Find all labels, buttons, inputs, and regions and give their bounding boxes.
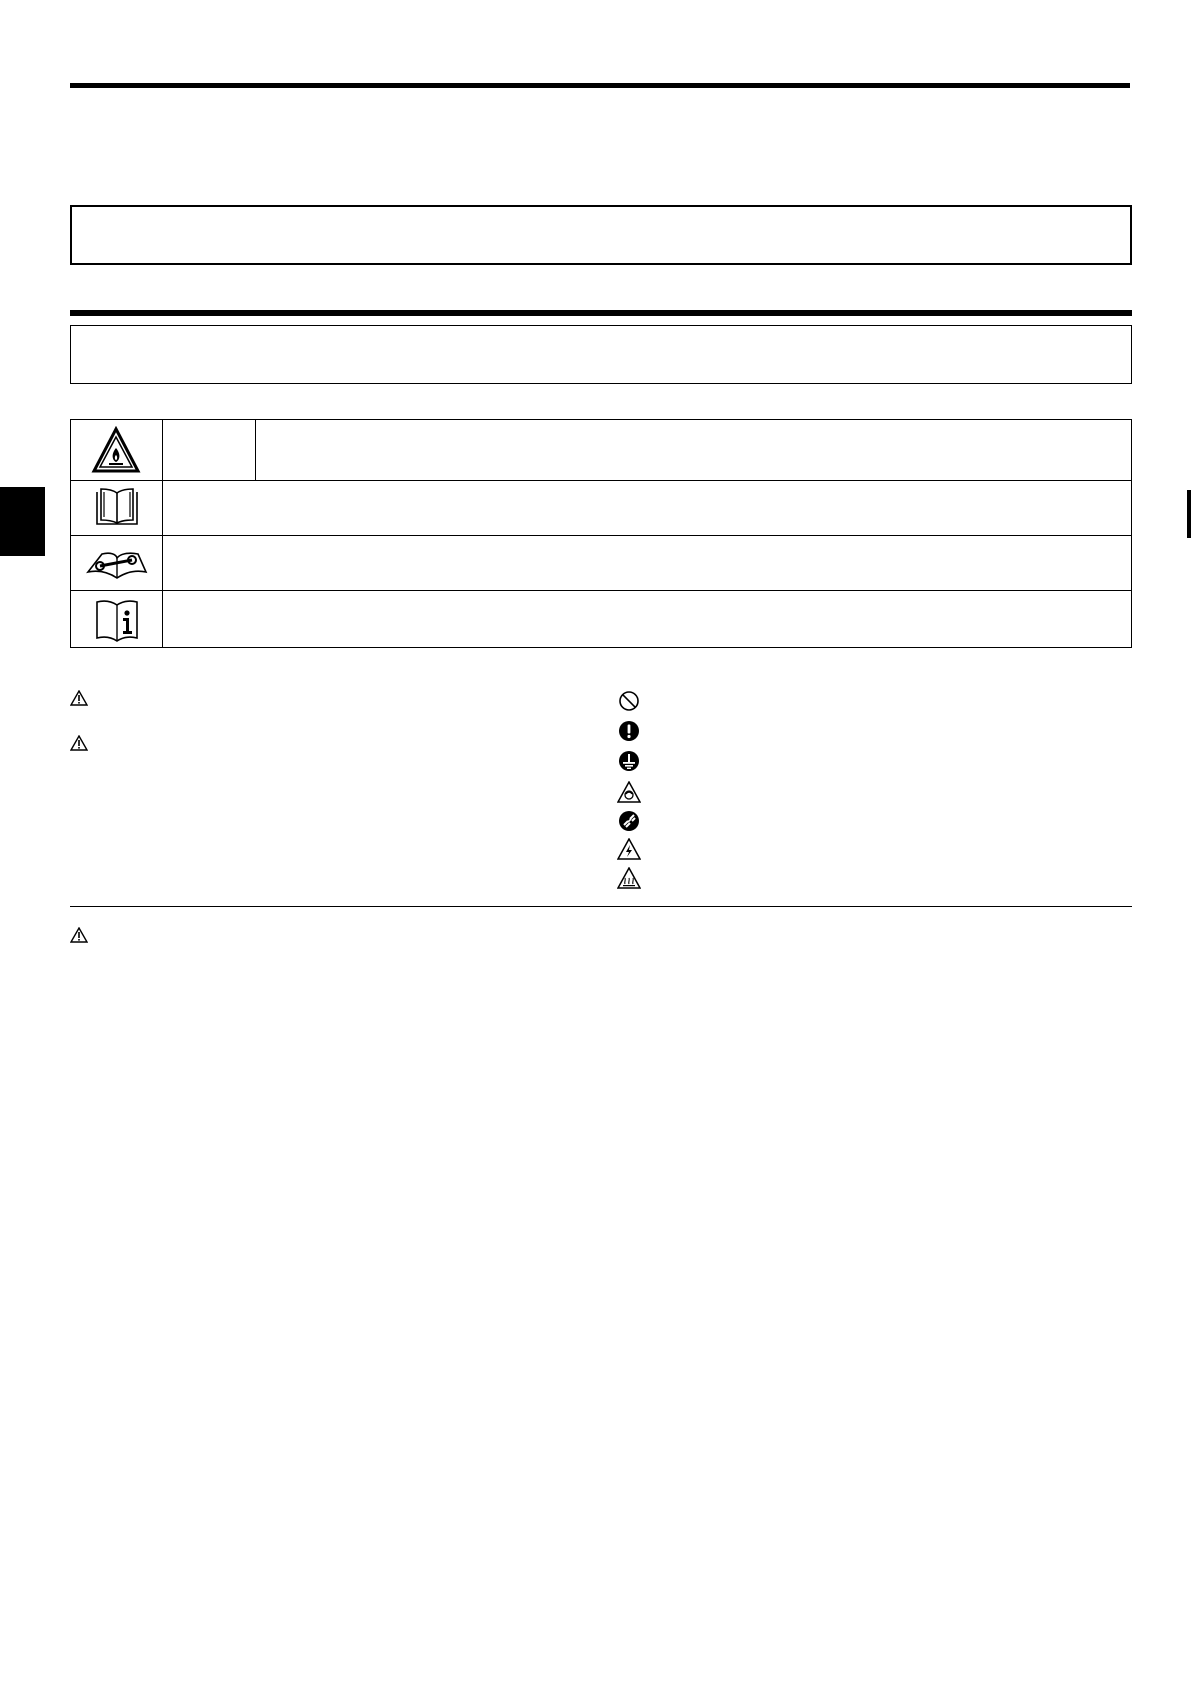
- mandatory-instruction-icon: [618, 720, 640, 742]
- operation-manual-icon: [93, 486, 141, 530]
- table-row-divider: [71, 480, 1131, 481]
- rotating-fan-hazard-icon: [617, 781, 641, 803]
- symbol-table: [70, 419, 1132, 648]
- service-manual-icon: [86, 546, 148, 582]
- electric-shock-icon: [617, 838, 641, 860]
- flammable-material-icon: [91, 426, 141, 474]
- table-row-divider: [71, 590, 1131, 591]
- language-tab: [0, 487, 45, 556]
- top-rule: [70, 83, 1130, 88]
- hot-surface-icon: [617, 867, 641, 889]
- disconnect-power-icon: [618, 810, 640, 832]
- warning-triangle-icon: [70, 690, 88, 706]
- prohibited-icon: [618, 690, 640, 712]
- notice-box-1: [70, 205, 1132, 265]
- table-icon-column-divider: [162, 420, 163, 647]
- notice-box-2: [70, 325, 1132, 384]
- separator-rule: [70, 906, 1132, 907]
- table-label-divider: [255, 420, 256, 480]
- warning-triangle-icon: [70, 927, 88, 943]
- section-rule: [70, 310, 1132, 316]
- earth-ground-icon: [618, 750, 640, 772]
- information-manual-icon: [93, 596, 141, 644]
- right-edge-mark: [1187, 490, 1191, 538]
- warning-triangle-icon: [70, 735, 88, 751]
- table-row-divider: [71, 535, 1131, 536]
